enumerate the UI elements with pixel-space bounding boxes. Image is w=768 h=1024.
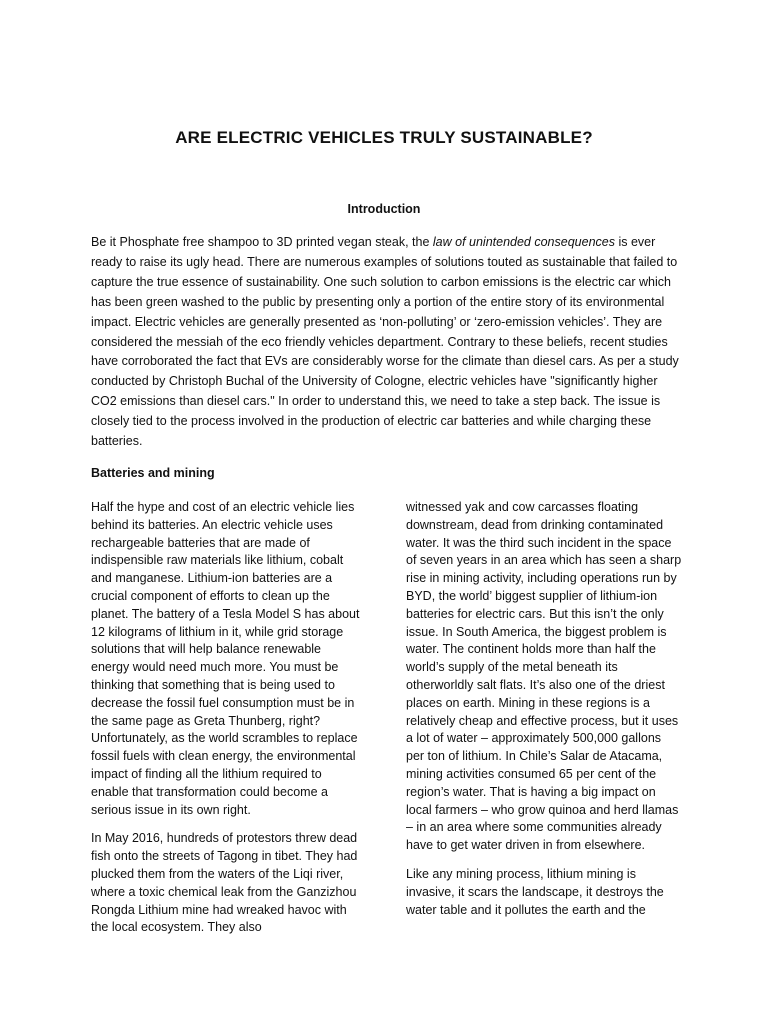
left-column-paragraph-1: Half the hype and cost of an electric vehicle lies behind its batteries. An electric vehicle uses rechargeable batteries that are made of indispensible raw materials like lithium, cobalt and manganese. Lithium-ion batteries are a crucial component of efforts to clean up the planet. The battery of a Tesla Model S has about 12 kilograms of lithium in it, while grid storage solutions that will help balance renewable energy would need much more. You must be thinking that something that is being used to decrease the fossil fuel consumption must be in the same page as Greta Thunberg, right? Unfortunately, as the world scrambles to replace fossil fuels with clean energy, the environmental impact of finding all the lithium required to enable that transformation could become a serious issue in its own right. <box>91 500 360 817</box>
batteries-mining-heading: Batteries and mining <box>91 466 215 480</box>
left-text-column <box>91 499 362 948</box>
right-column-paragraph-1: witnessed yak and cow carcasses floating downstream, dead from drinking contaminated water. It was the third such incident in the space of seven years in an area which has seen a sharp rise in mining activity, including operations run by BYD, the world’ biggest supplier of lithium-ion batteries for electric cars. But this isn’t the only issue. In South America, the biggest problem is water. The continent holds more than half the world’s supply of the metal beneath its otherworldly salt flats. It’s also one of the driest places on earth. Mining in these regions is a relatively cheap and effective process, but it uses a lot of water – approximately 500,000 gallons per ton of lithium. In Chile’s Salar de Atacama, mining activities consumed 65 per cent of the region’s water. That is having a big impact on local farmers – who grow quinoa and herd llamas – in an area where some communities already have to get water driven in from elsewhere. <box>406 500 682 853</box>
introduction-heading: Introduction <box>347 202 421 216</box>
right-text-column <box>406 499 682 930</box>
document-title: ARE ELECTRIC VEHICLES TRULY SUSTAINABLE? <box>175 128 593 147</box>
introduction-paragraph <box>91 233 681 452</box>
right-column-paragraph-2: Like any mining process, lithium mining is invasive, it scars the landscape, it destroys the water table and it pollutes the earth and the <box>406 866 664 917</box>
introduction-lead-text: Be it Phosphate free shampoo to 3D printed vegan steak, the <box>91 235 433 249</box>
introduction-rest-text: is ever ready to raise its ugly head. There are numerous examples of solutions touted as sustainable that failed to capture the true essence of sustainability. One such solution to carbon emissions is the electric car which has been green washed to the public by presenting only a portion of the entire story of its environmental impact. Electric vehicles are generally presented as ‘non-polluting’ or ‘zero-emission vehicles’. They are considered the messiah of the eco friendly vehicles department. Contrary to these beliefs, recent studies have corroborated the fact that EVs are considerably worse for the climate than diesel cars. As per a study conducted by Christoph Buchal of the University of Cologne, electric vehicles have "significantly higher CO2 emissions than diesel cars." In order to understand this, we need to take a step back. The issue is closely tied to the process involved in the production of electric car batteries and while charging these batteries. <box>91 235 679 449</box>
introduction-emphasis-text: law of unintended consequences <box>432 235 615 249</box>
left-column-paragraph-2: In May 2016, hundreds of protestors threw dead fish onto the streets of Tagong in tibet. They had plucked them from the waters of the Liqi river, where a toxic chemical leak from the Ganzizhou Rongda Lithium mine had wreaked havoc with the local ecosystem. They also <box>91 831 358 935</box>
